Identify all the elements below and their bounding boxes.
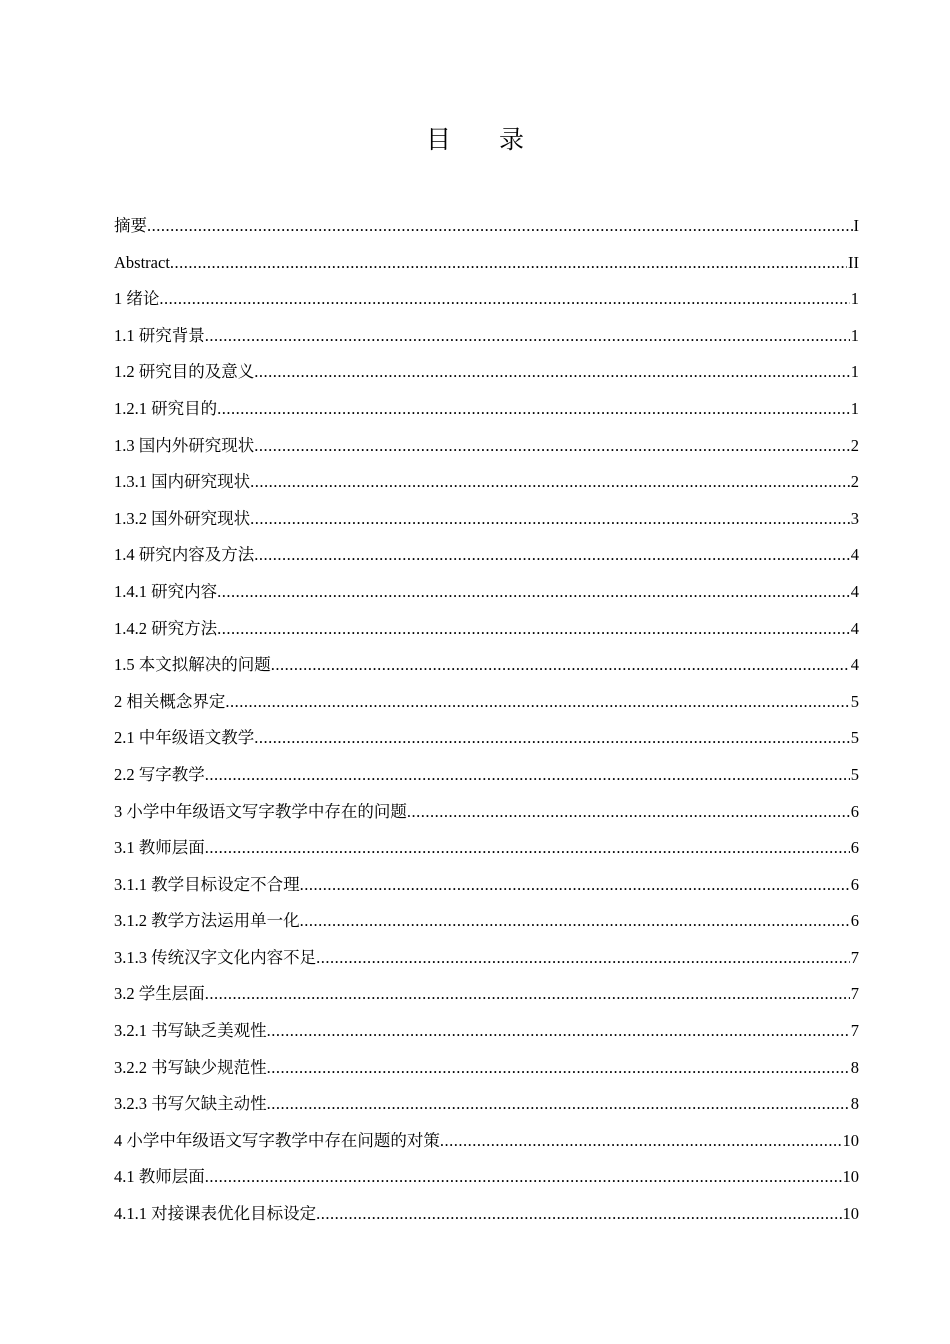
toc-entry[interactable] [114, 903, 859, 940]
dot-leader [254, 354, 850, 391]
dot-leader [205, 318, 850, 355]
toc-entry-page-number: 6 [850, 911, 859, 931]
toc-entry-label: 3.1.3 传统汉字文化内容不足 [114, 947, 317, 967]
dot-leader [267, 1050, 850, 1087]
toc-entry[interactable] [114, 794, 859, 831]
toc-entry-page-number: 6 [850, 838, 859, 858]
toc-entry-page-number: 10 [842, 1130, 859, 1150]
dot-leader [300, 867, 850, 904]
toc-entry[interactable] [114, 830, 859, 867]
toc-entry-label: 1.4 研究内容及方法 [114, 545, 255, 565]
dot-leader [170, 245, 847, 282]
toc-entry[interactable] [114, 354, 859, 391]
toc-entry-page-number: 5 [850, 728, 859, 748]
toc-entry-page-number: 7 [850, 984, 859, 1004]
toc-entry-page-number: 6 [850, 801, 859, 821]
toc-entry[interactable] [114, 501, 859, 538]
toc-entry-page-number: 2 [850, 472, 859, 492]
dot-leader [254, 537, 850, 574]
toc-entry[interactable] [114, 208, 859, 245]
toc-entry-label: 2.1 中年级语文教学 [114, 728, 255, 748]
toc-entry-label: 2.2 写字教学 [114, 764, 205, 784]
toc-entry-label: 4 小学中年级语文写字教学中存在问题的对策 [114, 1130, 440, 1150]
toc-entry-page-number: 10 [842, 1204, 859, 1224]
dot-leader [267, 1086, 850, 1123]
toc-entry-page-number: 2 [850, 435, 859, 455]
table-of-contents [114, 208, 859, 1233]
toc-entry[interactable] [114, 245, 859, 282]
toc-entry-page-number: 6 [850, 874, 859, 894]
toc-entry[interactable] [114, 867, 859, 904]
toc-entry[interactable] [114, 1159, 859, 1196]
dot-leader [205, 1159, 842, 1196]
toc-entry[interactable] [114, 611, 859, 648]
dot-leader [440, 1123, 842, 1160]
toc-entry-label: 3.1 教师层面 [114, 838, 205, 858]
toc-entry-label: 2 相关概念界定 [114, 691, 226, 711]
toc-entry-page-number: II [848, 252, 859, 272]
toc-entry-page-number: 5 [850, 764, 859, 784]
toc-entry[interactable] [114, 574, 859, 611]
page-title: 目 录 [426, 125, 544, 154]
dot-leader [205, 757, 850, 794]
toc-entry-page-number: 1 [850, 398, 859, 418]
toc-entry-label: 1 绪论 [114, 289, 160, 309]
toc-entry-label: 3.2.2 书写缺少规范性 [114, 1057, 267, 1077]
toc-entry-label: 1.5 本文拟解决的问题 [114, 655, 271, 675]
toc-entry-label: 4.1.1 对接课表优化目标设定 [114, 1204, 317, 1224]
toc-entry-page-number: 1 [850, 289, 859, 309]
toc-entry-page-number: 8 [850, 1094, 859, 1114]
toc-entry-label: 1.1 研究背景 [114, 325, 205, 345]
toc-entry-page-number: 7 [850, 947, 859, 967]
toc-entry-page-number: I [853, 216, 859, 235]
toc-entry[interactable] [114, 464, 859, 501]
dot-leader [267, 1013, 850, 1050]
toc-entry[interactable] [114, 391, 859, 428]
dot-leader [250, 501, 850, 538]
dot-leader [217, 574, 850, 611]
dot-leader [217, 391, 850, 428]
dot-leader [316, 940, 850, 977]
toc-entry[interactable] [114, 647, 859, 684]
dot-leader [225, 684, 849, 721]
toc-entry[interactable] [114, 1123, 859, 1160]
toc-entry-label: 1.3 国内外研究现状 [114, 435, 255, 455]
dot-leader [254, 720, 850, 757]
toc-entry-page-number: 4 [850, 545, 859, 565]
dot-leader [159, 281, 849, 318]
toc-entry-label: 3.2.3 书写欠缺主动性 [114, 1094, 267, 1114]
toc-entry[interactable] [114, 281, 859, 318]
toc-entry-page-number: 10 [842, 1167, 859, 1187]
toc-entry-page-number: 4 [850, 655, 859, 675]
toc-entry-label: 3 小学中年级语文写字教学中存在的问题 [114, 801, 407, 821]
dot-leader [205, 976, 850, 1013]
dot-leader [254, 428, 850, 465]
toc-entry-label: 1.4.2 研究方法 [114, 618, 218, 638]
toc-entry-label: 摘要 [114, 216, 147, 235]
toc-entry[interactable] [114, 537, 859, 574]
toc-entry[interactable] [114, 1013, 859, 1050]
dot-leader [205, 830, 850, 867]
toc-entry-page-number: 7 [850, 1021, 859, 1041]
toc-entry-page-number: 8 [850, 1057, 859, 1077]
toc-entry[interactable] [114, 428, 859, 465]
toc-entry-label: 3.1.1 教学目标设定不合理 [114, 874, 300, 894]
toc-entry-label: 1.2.1 研究目的 [114, 398, 218, 418]
dot-leader [250, 464, 850, 501]
toc-entry-page-number: 4 [850, 581, 859, 601]
toc-entry[interactable] [114, 318, 859, 355]
toc-entry-label: 3.2 学生层面 [114, 984, 205, 1004]
toc-entry-label: Abstract [114, 252, 170, 272]
toc-entry-label: 1.3.1 国内研究现状 [114, 472, 251, 492]
dot-leader [217, 611, 850, 648]
toc-entry[interactable] [114, 684, 859, 721]
toc-entry-label: 1.3.2 国外研究现状 [114, 508, 251, 528]
toc-entry[interactable] [114, 976, 859, 1013]
toc-entry-page-number: 1 [850, 325, 859, 345]
dot-leader [407, 794, 850, 831]
toc-entry-label: 1.2 研究目的及意义 [114, 362, 255, 382]
dot-leader [147, 208, 853, 245]
dot-leader [300, 903, 850, 940]
toc-entry-page-number: 1 [850, 362, 859, 382]
toc-entry-label: 3.1.2 教学方法运用单一化 [114, 911, 300, 931]
toc-entry-label: 3.2.1 书写缺乏美观性 [114, 1021, 267, 1041]
toc-entry-label: 4.1 教师层面 [114, 1167, 205, 1187]
toc-entry-page-number: 5 [850, 691, 859, 711]
toc-entry-page-number: 4 [850, 618, 859, 638]
toc-entry[interactable] [114, 757, 859, 794]
toc-entry[interactable] [114, 720, 859, 757]
toc-entry[interactable] [114, 1196, 859, 1233]
toc-entry[interactable] [114, 1086, 859, 1123]
dot-leader [271, 647, 850, 684]
toc-entry[interactable] [114, 940, 859, 977]
dot-leader [316, 1196, 841, 1233]
toc-entry-label: 1.4.1 研究内容 [114, 581, 218, 601]
toc-entry[interactable] [114, 1050, 859, 1087]
toc-entry-page-number: 3 [850, 508, 859, 528]
